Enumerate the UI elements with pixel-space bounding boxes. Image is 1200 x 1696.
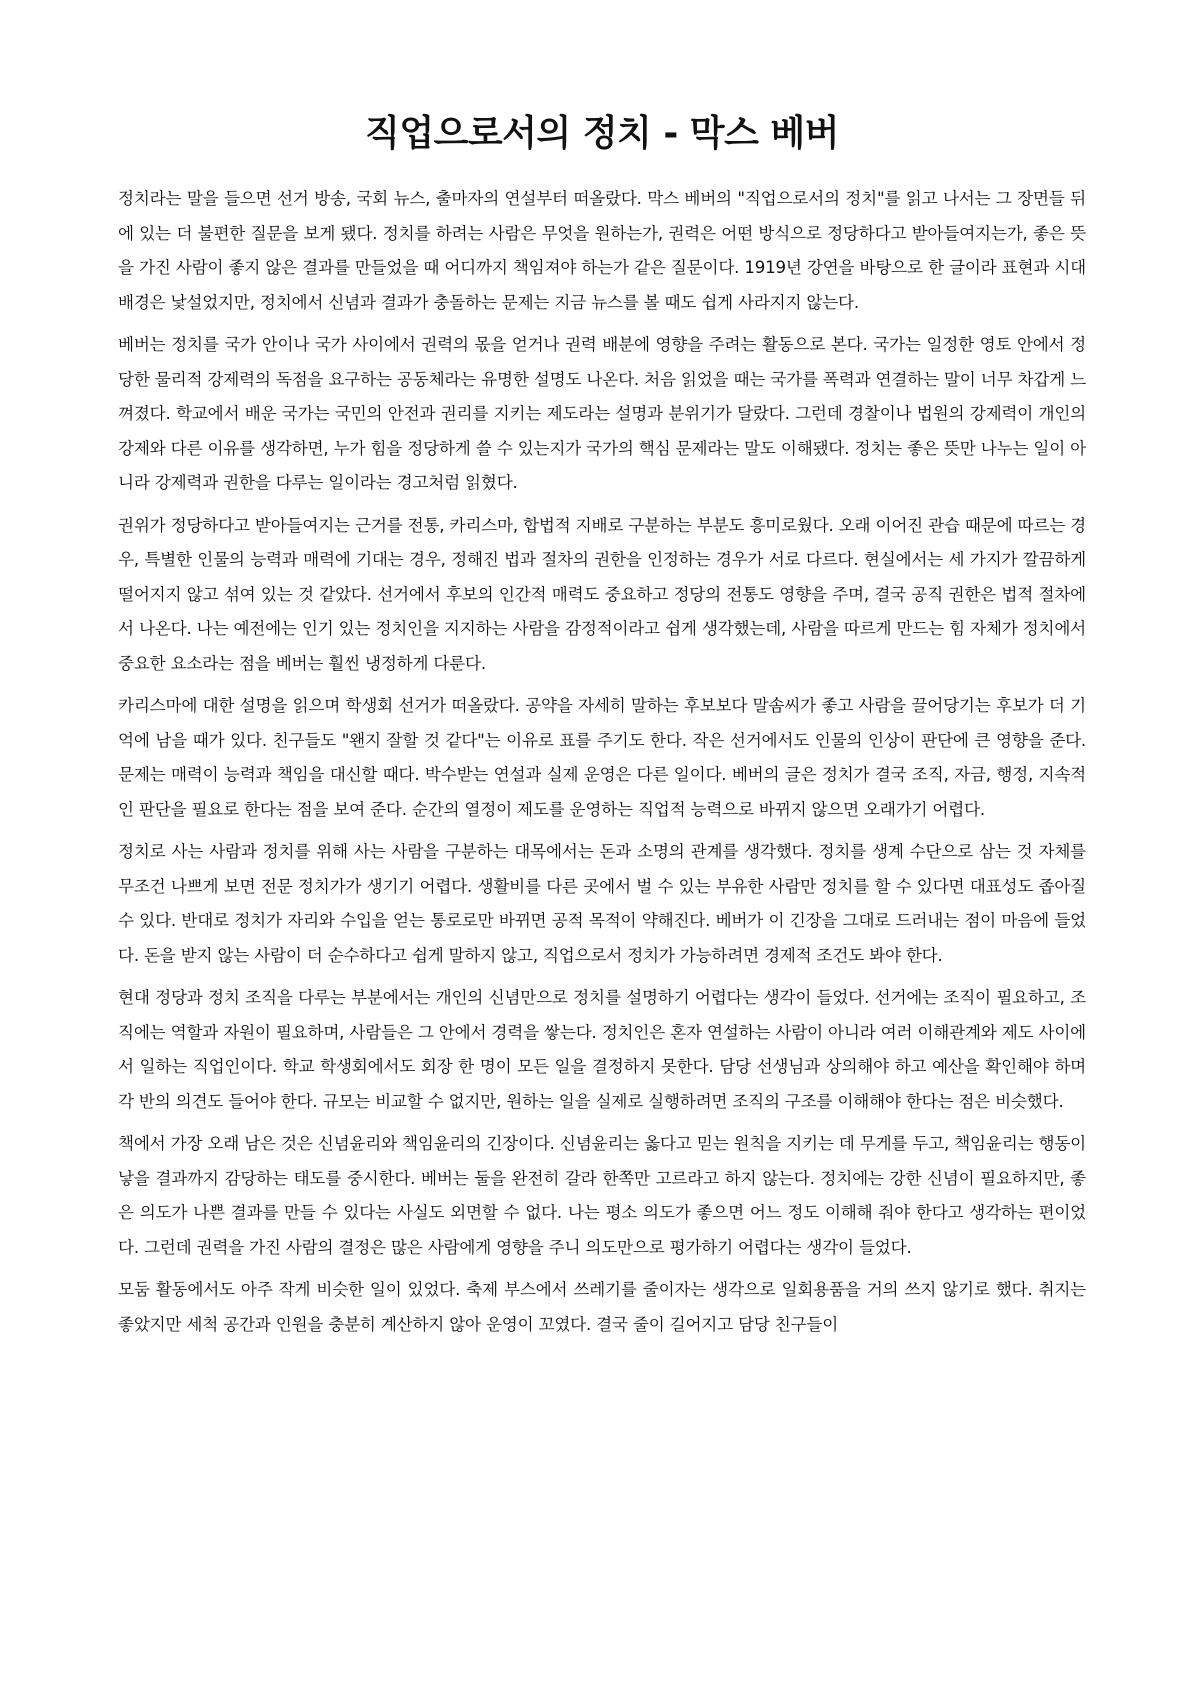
paragraph-3: 권위가 정당하다고 받아들여지는 근거를 전통, 카리스마, 합법적 지배로 구분하는 부분도 흥미로웠다. 오래 이어진 관습 때문에 따르는 경우, 특별한 인물의 능력과 매력에 기대는 경우, 정해진 법과 절차의 권한을 인정하는 경우가 서로 다르다. 현실에서는 세 가지가 깔끔하게 떨어지지 않고 섞여 있는 것 같았다. 선거에서 후보의 인간적 매력도 중요하고 정당의 전통도 영향을 주며, 결국 공직 권한은 법적 절차에서 나온다. 나는 예전에는 인기 있는 정치인을 지지하는 사람을 감정적이라고 쉽게 생각했는데, 사람을 따르게 만드는 힘 자체가 정치에서 중요한 요소라는 점을 베버는 훨씬 냉정하게 다룬다. (118, 515, 1086, 673)
paragraph-2: 베버는 정치를 국가 안이나 국가 사이에서 권력의 몫을 얻거나 권력 배분에 영향을 주려는 활동으로 본다. 국가는 일정한 영토 안에서 정당한 물리적 강제력의 독점을 요구하는 공동체라는 유명한 설명도 나온다. 처음 읽었을 때는 국가를 폭력과 연결하는 말이 너무 차갑게 느껴졌다. 학교에서 배운 국가는 국민의 안전과 권리를 지키는 제도라는 설명과 분위기가 달랐다. 그런데 경찰이나 법원의 강제력이 개인의 강제와 다른 이유를 생각하면, 누가 힘을 정당하게 쓸 수 있는지가 국가의 핵심 문제라는 말도 이해됐다. 정치는 좋은 뜻만 나누는 일이 아니라 강제력과 권한을 다루는 일이라는 경고처럼 읽혔다. (118, 335, 1086, 492)
document-title: 직업으로서의 정치 - 막스 베버 (365, 113, 839, 154)
paragraph-4: 카리스마에 대한 설명을 읽으며 학생회 선거가 떠올랐다. 공약을 자세히 말하는 후보보다 말솜씨가 좋고 사람을 끌어당기는 후보가 더 기억에 남을 때가 있다. 친구들도 "왠지 잘할 것 같다"는 이유로 표를 주기도 한다. 작은 선거에서도 인물의 인상이 판단에 큰 영향을 준다. 문제는 매력이 능력과 책임을 대신할 때다. 박수받는 연설과 실제 운영은 다른 일이다. 베버의 글은 정치가 결국 조직, 자금, 행정, 지속적인 판단을 필요로 한다는 점을 보여 준다. 순간의 열정이 제도를 운영하는 직업적 능력으로 바뀌지 않으면 오래가기 어렵다. (118, 696, 1086, 819)
paragraph-1: 정치라는 말을 들으면 선거 방송, 국회 뉴스, 출마자의 연설부터 떠올랐다. 막스 베버의 "직업으로서의 정치"를 읽고 나서는 그 장면들 뒤에 있는 더 불편한 질문을 보게 됐다. 정치를 하려는 사람은 무엇을 원하는가, 권력은 어떤 방식으로 정당하다고 받아들여지는가, 좋은 뜻을 가진 사람이 좋지 않은 결과를 만들었을 때 어디까지 책임져야 하는가 같은 질문이다. 1919년 강연을 바탕으로 한 글이라 표현과 시대 배경은 낯설었지만, 정치에서 신념과 결과가 충돌하는 문제는 지금 뉴스를 볼 때도 쉽게 사라지지 않는다. (118, 189, 1086, 312)
paragraph-6: 현대 정당과 정치 조직을 다루는 부분에서는 개인의 신념만으로 정치를 설명하기 어렵다는 생각이 들었다. 선거에는 조직이 필요하고, 조직에는 역할과 자원이 필요하며, 사람들은 그 안에서 경력을 쌓는다. 정치인은 혼자 연설하는 사람이 아니라 여러 이해관계와 제도 사이에서 일하는 직업인이다. 학교 학생회에서도 회장 한 명이 모든 일을 결정하지 못한다. 담당 선생님과 상의해야 하고 예산을 확인해야 하며 각 반의 의견도 들어야 한다. 규모는 비교할 수 없지만, 원하는 일을 실제로 실행하려면 조직의 구조를 이해해야 한다는 점은 비슷했다. (118, 988, 1086, 1111)
document-page (118, 110, 1086, 1350)
paragraph-5: 정치로 사는 사람과 정치를 위해 사는 사람을 구분하는 대목에서는 돈과 소명의 관계를 생각했다. 정치를 생계 수단으로 삼는 것 자체를 무조건 나쁘게 보면 전문 정치가가 생기기 어렵다. 생활비를 다른 곳에서 벌 수 있는 부유한 사람만 정치를 할 수 있다면 대표성도 좁아질 수 있다. 반대로 정치가 자리와 수입을 얻는 통로로만 바뀌면 공적 목적이 약해진다. 베버가 이 긴장을 그대로 드러내는 점이 마음에 들었다. 돈을 받지 않는 사람이 더 순수하다고 쉽게 말하지 않고, 직업으로서 정치가 가능하려면 경제적 조건도 봐야 한다. (118, 842, 1086, 965)
paragraph-7: 책에서 가장 오래 남은 것은 신념윤리와 책임윤리의 긴장이다. 신념윤리는 옳다고 믿는 원칙을 지키는 데 무게를 두고, 책임윤리는 행동이 낳을 결과까지 감당하는 태도를 중시한다. 베버는 둘을 완전히 갈라 한쪽만 고르라고 하지 않는다. 정치에는 강한 신념이 필요하지만, 좋은 의도가 나쁜 결과를 만들 수 있다는 사실도 외면할 수 없다. 나는 평소 의도가 좋으면 어느 정도 이해해 줘야 한다고 생각하는 편이었다. 그런데 권력을 가진 사람의 결정은 많은 사람에게 영향을 주니 의도만으로 평가하기 어렵다는 생각이 들었다. (118, 1134, 1086, 1257)
paragraph-8: 모둠 활동에서도 아주 작게 비슷한 일이 있었다. 축제 부스에서 쓰레기를 줄이자는 생각으로 일회용품을 거의 쓰지 않기로 했다. 취지는 좋았지만 세척 공간과 인원을 충분히 계산하지 않아 운영이 꼬였다. 결국 줄이 길어지고 담당 친구들이 (118, 1280, 1086, 1334)
